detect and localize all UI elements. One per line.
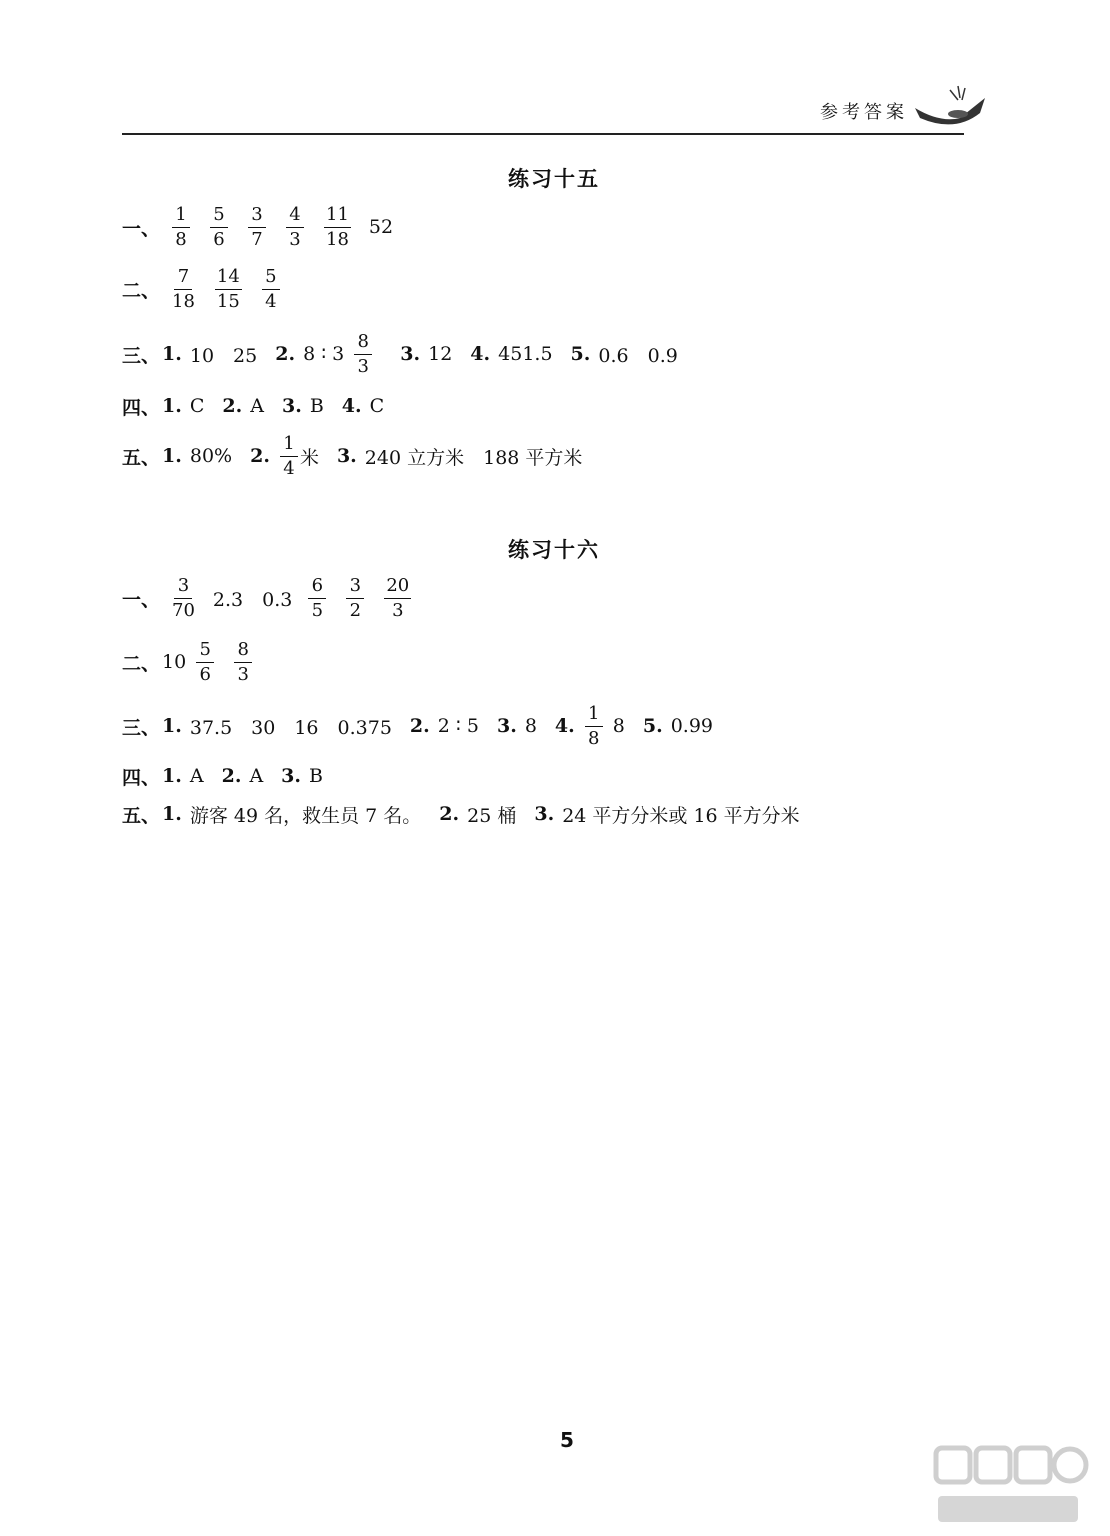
header-rule — [122, 133, 964, 135]
answer-line: 二、 10 $\frac{5}{6}$ $\frac{8}{3}$ — [122, 638, 262, 686]
section-title: 练习十六 — [508, 538, 600, 562]
answer-line: 二、 $\frac{7}{18}$ $\frac{14}{15}$ $\frac{5}{4}$ — [122, 265, 290, 313]
header-title: 参考答案 — [820, 102, 908, 123]
answer-line: 四、 1. A 2. A 3. B — [122, 765, 323, 789]
answer-line: 三、 1. 10 25 2. 8 ∶ 3 $\frac{8}{3}$ 3. 12 4. 451.5 5. 0.6 0.9 — [122, 330, 678, 377]
open-book-icon — [910, 78, 990, 138]
page-number: 5 — [560, 1428, 574, 1452]
answer-line: 五、 1. 80% 2. $\frac{1}{4}$ 米 3. 240 立方米 188 平方米 — [122, 432, 583, 479]
answer-line: 一、 $\frac{1}{8}$ $\frac{5}{6}$ $\frac{3}{7}$ $\frac{4}{3}$ $\frac{11}{18}$ 52 — [122, 203, 394, 250]
answer-line: 三、 1. 37.5 30 16 0.375 2. 2 ∶ 5 3. 8 4. $\frac{1}{8}$ 8 5. 0.99 — [122, 702, 713, 749]
watermark-logo-icon — [930, 1440, 1090, 1530]
section-title: 练习十五 — [508, 167, 600, 191]
answer-line: 五、 1. 游客 49 名，救生员 7 名。 2. 25 桶 3. 24 平方分米或 16 平方分米 — [122, 803, 800, 827]
answer-line: 一、 $\frac{3}{70}$ 2.3 0.3 $\frac{6}{5}$ $\frac{3}{2}$ $\frac{20}{3}$ — [122, 574, 410, 621]
answer-line: 四、 1. C 2. A 3. B 4. C — [122, 395, 385, 419]
